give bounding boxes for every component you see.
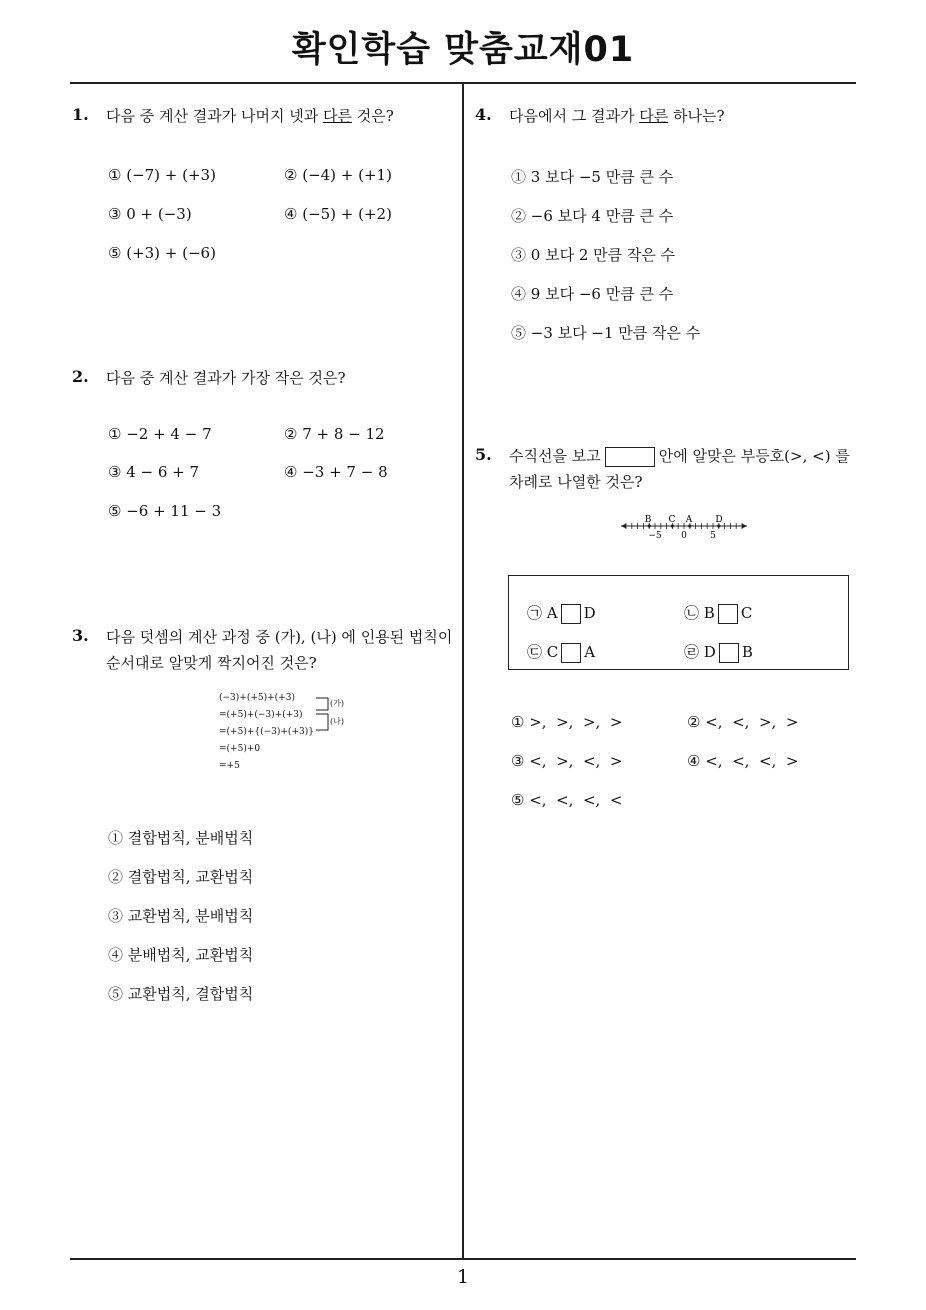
option-1[interactable]: ① 3 보다 −5 만큼 큰 수 <box>511 168 674 186</box>
item-mark: ㉢ <box>527 643 543 661</box>
question-text <box>509 105 725 126</box>
question-text-line-1: 다음 덧셈의 계산 과정 중 (가), (나) 에 인용된 법칙이 <box>106 628 453 646</box>
question-text <box>106 105 394 126</box>
question-number: 1. <box>72 105 89 124</box>
underlined-word: 다른 <box>639 107 669 125</box>
item-left: B <box>703 604 715 622</box>
comparison-item-3 <box>527 641 595 663</box>
option-5[interactable]: ⑤ (+3) + (−6) <box>108 244 216 262</box>
question-text-line-1 <box>509 445 850 467</box>
question-text-part: 것은? <box>351 107 394 125</box>
option-4[interactable]: ④ 9 보다 −6 만큼 큰 수 <box>511 285 674 303</box>
work-line: =(+5)+(−3)+(+3) <box>219 710 303 720</box>
answer-box <box>719 643 739 663</box>
item-right: B <box>741 643 753 661</box>
option-5[interactable]: ⑤ −6 + 11 − 3 <box>108 502 222 520</box>
option-1[interactable]: ① >, >, >, > <box>511 713 623 731</box>
calculation-work <box>219 690 314 775</box>
question-number: 3. <box>72 626 89 645</box>
option-2[interactable]: ② 결합법칙, 교환법칙 <box>108 868 254 886</box>
question-text-part: 안에 알맞은 부등호(>, <) 를 <box>658 447 850 465</box>
tick-label-minus5: −5 <box>648 531 662 541</box>
option-1[interactable]: ① −2 + 4 − 7 <box>108 425 212 443</box>
item-mark: ㉣ <box>684 643 700 661</box>
work-line: (−3)+(+5)+(+3) <box>219 693 295 703</box>
question-text-part: 수직선을 보고 <box>509 447 601 465</box>
option-5[interactable]: ⑤ 교환법칙, 결합법칙 <box>108 985 254 1003</box>
item-right: C <box>740 604 753 622</box>
question-number: 5. <box>475 445 492 464</box>
point-label-a: A <box>685 515 693 525</box>
item-mark: ㉡ <box>684 604 700 622</box>
option-4[interactable]: ④ 분배법칙, 교환법칙 <box>108 946 254 964</box>
work-line: =+5 <box>219 761 240 771</box>
item-left: C <box>546 643 559 661</box>
option-2[interactable]: ② <, <, >, > <box>687 713 799 731</box>
column-divider <box>462 82 464 1259</box>
blank-box <box>605 447 655 467</box>
option-3[interactable]: ③ 0 + (−3) <box>108 205 192 223</box>
option-5[interactable]: ⑤ −3 보다 −1 만큼 작은 수 <box>511 324 701 342</box>
option-4[interactable]: ④ <, <, <, > <box>687 752 799 770</box>
option-3[interactable]: ③ 교환법칙, 분배법칙 <box>108 907 254 925</box>
work-line: =(+5)+0 <box>219 744 261 754</box>
option-2[interactable]: ② −6 보다 4 만큼 큰 수 <box>511 207 674 225</box>
option-5[interactable]: ⑤ <, <, <, < <box>511 791 623 809</box>
option-1[interactable]: ① (−7) + (+3) <box>108 166 216 184</box>
option-3[interactable]: ③ 0 보다 2 만큼 작은 수 <box>511 246 676 264</box>
tick-label-5: 5 <box>710 531 716 541</box>
number-line <box>615 510 755 544</box>
option-2[interactable]: ② (−4) + (+1) <box>284 166 392 184</box>
item-mark: ㉠ <box>527 604 543 622</box>
option-1[interactable]: ① 결합법칙, 분배법칙 <box>108 829 254 847</box>
page-number: 1 <box>456 1266 470 1288</box>
question-text-line-2: 순서대로 알맞게 짝지어진 것은? <box>106 654 317 672</box>
option-2[interactable]: ② 7 + 8 − 12 <box>284 425 385 443</box>
answer-box <box>718 604 738 624</box>
question-text-part: 다음에서 그 결과가 <box>509 107 640 125</box>
question-text-part: 하나는? <box>668 107 725 125</box>
item-left: D <box>703 643 716 661</box>
question-text: 다음 중 계산 결과가 가장 작은 것은? <box>106 369 346 387</box>
underlined-word: 다른 <box>322 107 352 125</box>
comparison-item-4 <box>684 641 753 663</box>
option-4[interactable]: ④ −3 + 7 − 8 <box>284 463 388 481</box>
question-number: 4. <box>475 105 492 124</box>
comparison-item-1 <box>527 602 596 624</box>
answer-box <box>561 604 581 624</box>
question-text-line-2: 차례로 나열한 것은? <box>509 473 643 491</box>
option-3[interactable]: ③ 4 − 6 + 7 <box>108 463 200 481</box>
page-title: 확인학습 맞춤교재01 <box>291 30 635 70</box>
option-3[interactable]: ③ <, >, <, > <box>511 752 623 770</box>
step-label-a: (가) <box>330 699 344 708</box>
number-line-ticks <box>626 523 742 529</box>
bottom-divider <box>70 1258 856 1260</box>
step-label-b: (나) <box>330 717 344 726</box>
point-label-d: D <box>715 515 723 525</box>
comparison-item-2 <box>684 602 752 624</box>
item-right: D <box>583 604 596 622</box>
tick-label-0: 0 <box>681 531 687 541</box>
question-number: 2. <box>72 367 89 386</box>
answer-box <box>561 643 581 663</box>
point-label-b: B <box>644 515 652 525</box>
item-left: A <box>546 604 558 622</box>
item-right: A <box>584 643 596 661</box>
work-line: =(+5)+{(−3)+(+3)} <box>219 727 314 737</box>
option-4[interactable]: ④ (−5) + (+2) <box>284 205 392 223</box>
point-label-c: C <box>668 515 676 525</box>
question-text-part: 다음 중 계산 결과가 나머지 넷과 <box>106 107 323 125</box>
